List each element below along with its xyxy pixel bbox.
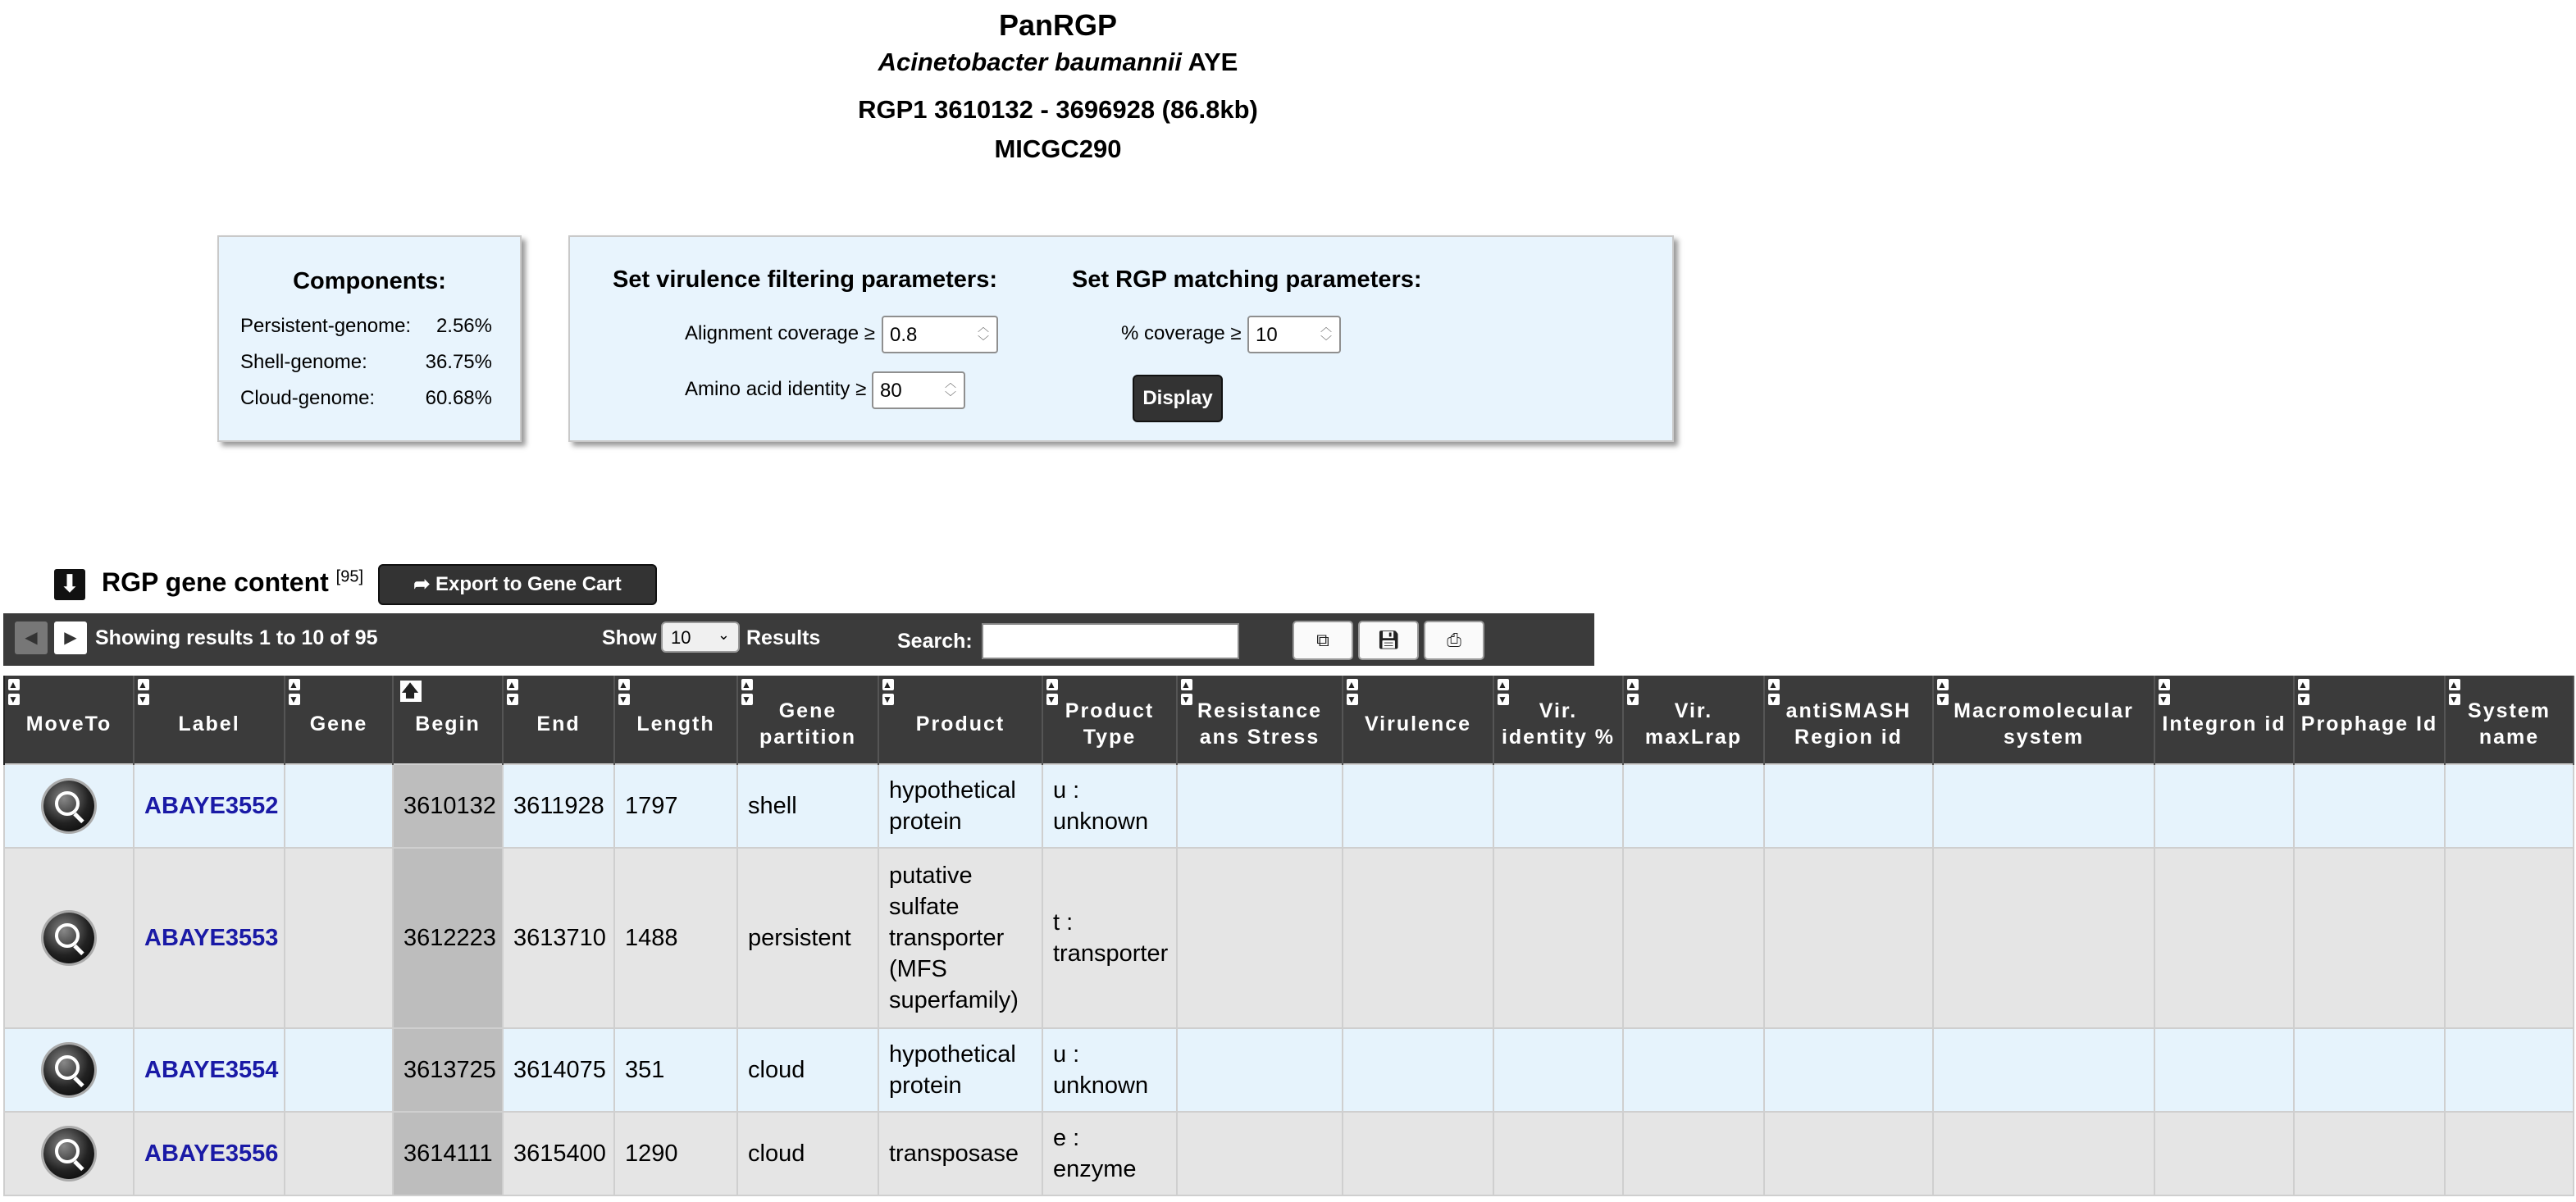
col-label: Prophage Id xyxy=(2300,712,2438,735)
length-cell: 1797 xyxy=(614,764,737,848)
alignment-coverage-input[interactable] xyxy=(882,316,998,353)
sort-icon[interactable]: ▲ ▼ xyxy=(1768,679,1780,705)
prev-page-icon[interactable]: ◀ xyxy=(15,621,48,654)
col-virulence[interactable] xyxy=(1343,676,1493,764)
sort-icon[interactable]: ▲ ▼ xyxy=(1046,679,1058,705)
product-cell: transposase xyxy=(878,1112,1042,1195)
product-type-cell: e : enzyme xyxy=(1042,1112,1177,1195)
empty-cell xyxy=(1764,1112,1933,1195)
gene-table xyxy=(3,676,2574,1196)
col-length[interactable] xyxy=(614,676,737,764)
sort-icon[interactable]: ▲ ▼ xyxy=(2159,679,2170,705)
print-icon[interactable]: ⎙ xyxy=(1424,621,1484,660)
begin-cell: 3610132 xyxy=(393,764,503,848)
empty-cell xyxy=(1764,1028,1933,1112)
product-type-cell: t : transporter xyxy=(1042,848,1177,1028)
empty-cell xyxy=(1343,764,1493,848)
component-value: 60.68% xyxy=(425,387,492,409)
amino-acid-identity-label: Amino acid identity ≥ xyxy=(685,378,867,400)
sort-icon[interactable]: ▲ ▼ xyxy=(1347,679,1358,705)
components-title: Components: xyxy=(293,268,446,294)
empty-cell xyxy=(1177,848,1343,1028)
empty-cell xyxy=(1343,1028,1493,1112)
sort-icon[interactable]: ▲ ▼ xyxy=(1937,679,1949,705)
col-gene[interactable] xyxy=(285,676,393,764)
label-link[interactable]: ABAYE3556 xyxy=(134,1112,285,1195)
component-value: 36.75% xyxy=(425,351,492,373)
empty-cell xyxy=(1177,1028,1343,1112)
component-row xyxy=(240,315,492,338)
share-arrow-icon: ➦ xyxy=(413,573,431,595)
table-row xyxy=(4,848,2574,1028)
partition-cell: cloud xyxy=(737,1028,878,1112)
arrow-down-icon[interactable]: ⬇ xyxy=(54,569,85,600)
empty-cell xyxy=(1493,1112,1623,1195)
empty-cell xyxy=(2294,848,2445,1028)
moveto-cell[interactable] xyxy=(4,848,134,1028)
empty-cell xyxy=(1933,1028,2154,1112)
col-label: MoveTo xyxy=(25,712,112,735)
component-row xyxy=(240,387,492,410)
gene-cell xyxy=(285,848,393,1028)
search-input[interactable] xyxy=(982,623,1239,659)
empty-cell xyxy=(1343,848,1493,1028)
empty-cell xyxy=(2445,1028,2574,1112)
rgp-matching-title: Set RGP matching parameters: xyxy=(1072,266,1422,293)
sort-icon[interactable]: ▲ ▼ xyxy=(507,679,518,705)
product-cell: putative sulfate transporter (MFS superfamily) xyxy=(878,848,1042,1028)
magnifier-icon[interactable] xyxy=(43,913,94,963)
virulence-params-title: Set virulence filtering parameters: xyxy=(613,266,997,293)
sort-icon[interactable]: ▲ ▼ xyxy=(618,679,630,705)
label-link[interactable]: ABAYE3554 xyxy=(134,1028,285,1112)
export-gene-cart-button[interactable] xyxy=(378,564,657,605)
rgp-coverage-input[interactable] xyxy=(1247,316,1341,353)
table-row xyxy=(4,1028,2574,1112)
partition-cell: cloud xyxy=(737,1112,878,1195)
col-label: Product xyxy=(915,712,1005,735)
col-macromolecular-system[interactable] xyxy=(1933,676,2154,764)
showing-results-text: Showing results 1 to 10 of 95 xyxy=(95,626,378,649)
section-title xyxy=(102,567,363,598)
sort-icon[interactable]: ▲ ▼ xyxy=(289,679,300,705)
magnifier-icon[interactable] xyxy=(43,1128,94,1179)
begin-cell: 3614111 xyxy=(393,1112,503,1195)
component-label: Shell-genome: xyxy=(240,351,367,373)
end-cell: 3611928 xyxy=(503,764,614,848)
next-page-icon[interactable]: ▶ xyxy=(54,621,87,654)
empty-cell xyxy=(1623,1028,1764,1112)
col-product-type[interactable] xyxy=(1042,676,1177,764)
moveto-cell[interactable] xyxy=(4,1112,134,1195)
spinner-arrows-icon[interactable]: ︿ ﹀ xyxy=(1320,321,1332,348)
col-label-header[interactable] xyxy=(134,676,285,764)
show-label: Show xyxy=(602,626,657,649)
sort-icon[interactable]: ▲ ▼ xyxy=(882,679,894,705)
table-header-row xyxy=(4,676,2574,764)
col-resistance-stress[interactable] xyxy=(1177,676,1343,764)
app-title: PanRGP xyxy=(998,8,1118,42)
sort-icon[interactable]: ▲ ▼ xyxy=(1181,679,1192,705)
empty-cell xyxy=(1177,764,1343,848)
section-title-text: RGP gene content xyxy=(102,567,329,597)
col-label: Resistance ans Stress xyxy=(1197,699,1323,749)
col-label: Label xyxy=(178,712,240,735)
sort-icon[interactable]: ▲ ▼ xyxy=(741,679,753,705)
component-value: 2.56% xyxy=(435,315,492,337)
save-icon[interactable]: 💾︎ xyxy=(1358,621,1419,660)
col-label: Gene xyxy=(309,712,368,735)
length-cell: 1488 xyxy=(614,848,737,1028)
product-type-cell: u : unknown xyxy=(1042,764,1177,848)
col-label: Gene partition xyxy=(759,699,856,749)
col-product[interactable] xyxy=(878,676,1042,764)
sort-ascending-icon[interactable]: 🡅 xyxy=(401,682,421,700)
gene-cell xyxy=(285,1028,393,1112)
empty-cell xyxy=(1764,848,1933,1028)
col-system-name[interactable] xyxy=(2445,676,2574,764)
empty-cell xyxy=(1493,1028,1623,1112)
col-label: Macromolecular system xyxy=(1954,699,2134,749)
col-label: System name xyxy=(2468,699,2551,749)
partition-cell: shell xyxy=(737,764,878,848)
product-cell: hypothetical protein xyxy=(878,764,1042,848)
empty-cell xyxy=(2154,1028,2294,1112)
empty-cell xyxy=(1623,1112,1764,1195)
spinner-arrows-icon[interactable]: ︿ ﹀ xyxy=(945,376,956,403)
empty-cell xyxy=(1623,764,1764,848)
organism-species: Acinetobacter baumannii xyxy=(878,48,1182,76)
label-link[interactable]: ABAYE3553 xyxy=(134,848,285,1028)
page-size-select[interactable] xyxy=(661,621,740,653)
col-prophage-id[interactable] xyxy=(2294,676,2445,764)
table-row xyxy=(4,764,2574,848)
empty-cell xyxy=(2154,1112,2294,1195)
col-label: Product Type xyxy=(1065,699,1155,749)
page-size-value: 10 xyxy=(671,627,691,648)
rgp-coverage-label: % coverage ≥ xyxy=(1121,322,1242,344)
empty-cell xyxy=(1764,764,1933,848)
sort-icon[interactable]: ▲ ▼ xyxy=(2298,679,2309,705)
sort-icon[interactable]: ▲ ▼ xyxy=(1498,679,1509,705)
col-label: Vir. maxLrap xyxy=(1644,699,1743,749)
amino-acid-identity-input[interactable] xyxy=(872,371,965,409)
empty-cell xyxy=(1493,764,1623,848)
empty-cell xyxy=(1933,764,2154,848)
parameters-panel xyxy=(568,235,1674,442)
component-label: Persistent-genome: xyxy=(240,315,412,337)
results-label: Results xyxy=(746,626,821,649)
amino-acid-identity-value: 80 xyxy=(880,380,902,402)
table-toolbar xyxy=(3,613,1594,666)
empty-cell xyxy=(2154,764,2294,848)
empty-cell xyxy=(2294,764,2445,848)
empty-cell xyxy=(2154,848,2294,1028)
empty-cell xyxy=(2294,1112,2445,1195)
alignment-coverage-label: Alignment coverage ≥ xyxy=(685,322,875,344)
col-label: antiSMASH Region id xyxy=(1785,699,1912,749)
col-label: Integron id xyxy=(2162,712,2286,735)
col-vir-maxlrap[interactable] xyxy=(1623,676,1764,764)
col-end[interactable] xyxy=(503,676,614,764)
chevron-down-icon: ⌄ xyxy=(717,626,730,643)
sort-icon[interactable]: ▲ ▼ xyxy=(2449,679,2460,705)
empty-cell xyxy=(1493,848,1623,1028)
empty-cell xyxy=(2445,848,2574,1028)
sort-icon[interactable]: ▲ ▼ xyxy=(138,679,149,705)
col-label: Length xyxy=(636,712,715,735)
table-row xyxy=(4,1112,2574,1195)
display-button[interactable]: Display xyxy=(1133,375,1223,422)
export-label: Export to Gene Cart xyxy=(435,573,622,595)
col-vir-identity[interactable] xyxy=(1493,676,1623,764)
col-integron-id[interactable] xyxy=(2154,676,2294,764)
end-cell: 3614075 xyxy=(503,1028,614,1112)
cluster-title: MICGC290 xyxy=(994,134,1122,163)
col-label: Virulence xyxy=(1364,712,1472,735)
begin-cell: 3612223 xyxy=(393,848,503,1028)
col-antismash-region[interactable] xyxy=(1764,676,1933,764)
components-panel xyxy=(217,235,522,442)
product-type-cell: u : unknown xyxy=(1042,1028,1177,1112)
copy-icon[interactable]: ⧉ xyxy=(1293,621,1353,660)
col-moveto[interactable] xyxy=(4,676,134,764)
component-row xyxy=(240,351,492,374)
product-cell: hypothetical protein xyxy=(878,1028,1042,1112)
section-count: [95] xyxy=(335,567,364,586)
end-cell: 3613710 xyxy=(503,848,614,1028)
gene-cell xyxy=(285,1112,393,1195)
empty-cell xyxy=(2294,1028,2445,1112)
empty-cell xyxy=(1343,1112,1493,1195)
empty-cell xyxy=(2445,764,2574,848)
organism-title xyxy=(0,48,2116,77)
region-title: RGP1 3610132 - 3696928 (86.8kb) xyxy=(858,95,1258,124)
empty-cell xyxy=(1177,1112,1343,1195)
spinner-arrows-icon[interactable]: ︿ ﹀ xyxy=(978,321,989,348)
length-cell: 351 xyxy=(614,1028,737,1112)
empty-cell xyxy=(2445,1112,2574,1195)
magnifier-icon[interactable] xyxy=(43,781,94,831)
begin-cell: 3613725 xyxy=(393,1028,503,1112)
search-label: Search: xyxy=(897,630,973,653)
sort-icon[interactable]: ▲ ▼ xyxy=(8,679,20,705)
rgp-coverage-value: 10 xyxy=(1256,324,1278,346)
moveto-cell[interactable] xyxy=(4,1028,134,1112)
label-link[interactable]: ABAYE3552 xyxy=(134,764,285,848)
col-label: Vir. identity % xyxy=(1501,699,1616,749)
organism-strain: AYE xyxy=(1188,48,1238,76)
col-label: End xyxy=(536,712,581,735)
col-label: Begin xyxy=(415,712,481,735)
end-cell: 3615400 xyxy=(503,1112,614,1195)
magnifier-icon[interactable] xyxy=(43,1045,94,1095)
col-gene-partition[interactable] xyxy=(737,676,878,764)
empty-cell xyxy=(1933,848,2154,1028)
partition-cell: persistent xyxy=(737,848,878,1028)
empty-cell xyxy=(1933,1112,2154,1195)
component-label: Cloud-genome: xyxy=(240,387,376,409)
empty-cell xyxy=(1623,848,1764,1028)
sort-icon[interactable]: ▲ ▼ xyxy=(1627,679,1639,705)
gene-cell xyxy=(285,764,393,848)
col-begin[interactable] xyxy=(393,676,503,764)
moveto-cell[interactable] xyxy=(4,764,134,848)
alignment-coverage-value: 0.8 xyxy=(890,324,918,346)
length-cell: 1290 xyxy=(614,1112,737,1195)
